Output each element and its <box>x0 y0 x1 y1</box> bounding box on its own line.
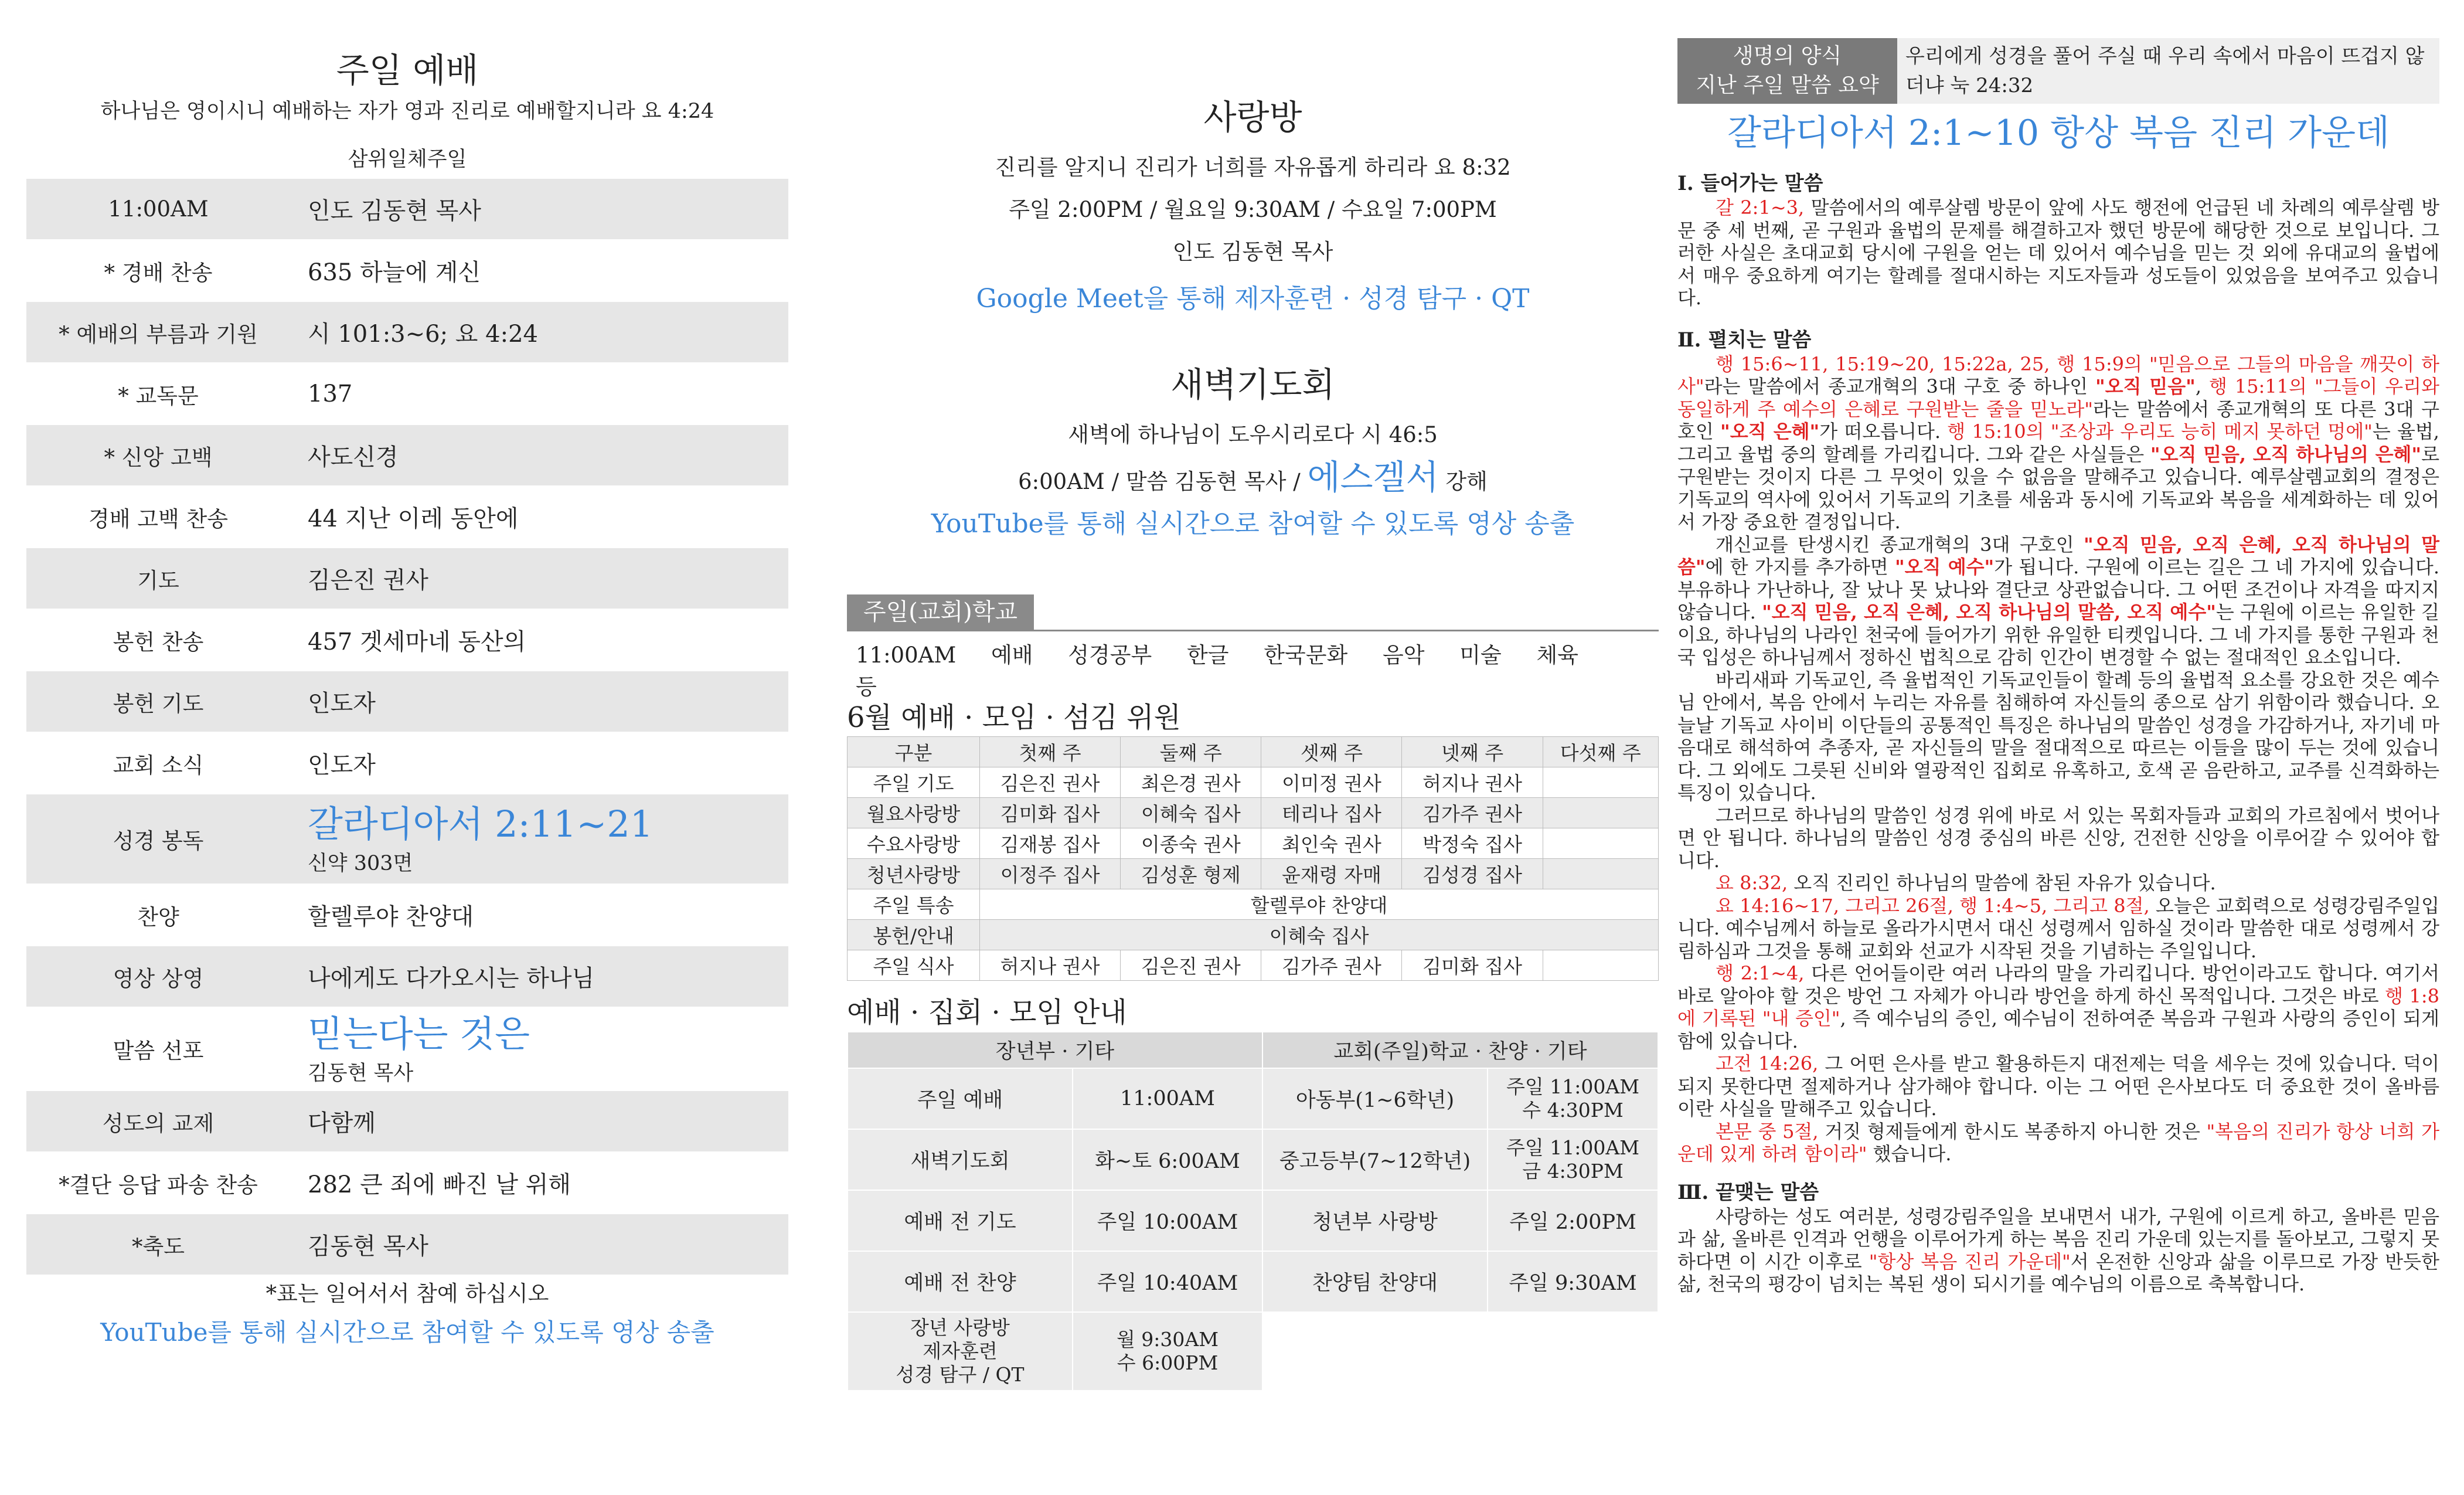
table-cell: 김재봉 집사 <box>980 828 1121 859</box>
paragraph <box>1677 1052 2439 1120</box>
paragraph: 그러므로 하나님의 말씀인 성경 위에 바로 서 있는 목회자들과 교회의 가르침에서 벗어나면 안 됩니다. 하나님의 말씀인 성경 중심의 바른 신앙, 건전한 신앙을 이루어갈 수 있어야 합니다. <box>1677 804 2439 872</box>
table-cell: 청년부 사랑방 <box>1262 1190 1488 1251</box>
table-cell: 월요사랑방 <box>848 798 980 828</box>
paragraph <box>1677 1120 2439 1166</box>
ref: 행 15:11의 "그들이 우리와 동일하게 주 예수의 은혜로 구원받는 줄을 믿노라" <box>1677 375 2440 420</box>
order-row <box>26 1091 788 1151</box>
sermon-header-verse: 우리에게 성경을 풀어 주실 때 우리 속에서 마음이 뜨겁지 않더냐 눅 24:32 <box>1897 38 2439 104</box>
order-label: 11:00AM <box>108 196 209 222</box>
column-header: 셋째 주 <box>1261 737 1402 767</box>
schedule-table <box>847 1031 1659 1391</box>
sermon-title: 믿는다는 것은 <box>308 1012 530 1055</box>
scripture-reading: 갈라디아서 2:11~21 <box>308 803 654 845</box>
sermon-summary-panel <box>1677 38 2439 1296</box>
school-section <box>847 594 1659 699</box>
table-cell: 찬양팀 찬양대 <box>1262 1251 1488 1312</box>
table-cell: 최인숙 권사 <box>1261 828 1402 859</box>
order-value: 44 지난 이레 동안에 <box>308 505 519 532</box>
text: 사랑하는 성도 여러분, 성령강림주일을 보내면서 내가, 구원에 이르게 하고, 올바른 믿음과 삶, 올바른 인격과 언행을 이루어가게 하는 복음 진리 가운데 있는지를 돌아보고, 그렇지 못하다면 이 시간 이후로 <box>1677 1205 2439 1273</box>
order-row <box>26 240 788 301</box>
table-cell: 예배 전 찬양 <box>848 1251 1073 1312</box>
ref: 행 1:8에 기록된 "내 증인" <box>1677 984 2439 1029</box>
table-cell: 김가주 권사 <box>1402 798 1543 828</box>
table-row <box>848 889 1659 920</box>
column-header: 교회(주일)학교 · 찬양 · 기타 <box>1262 1032 1658 1068</box>
text: 가 됩니다. 구원에 이르는 길은 그 네 가지에 있습니다. 부유하나 가난하나, 잘 났나 못 났나와 결단코 상관없습니다. 그 어떤 조건이나 자격을 따지지 않습니다. <box>1677 556 2439 623</box>
table-cell: 이혜숙 집사 <box>980 920 1659 950</box>
order-value <box>290 1011 530 1086</box>
empty-cell <box>1262 1312 1488 1391</box>
text: 말씀에서의 예루살렘 방문이 앞에 사도 행전에 언급된 네 차례의 예루살렘 방문 중 세 번째, 곧 구원과 율법의 문제를 해결하고자 했던 방문에 해당한 것으로 보입니다. 그러한 사실은 초대교회 당시에 구원을 얻는 데 있어서 예수님을 믿는 것 외에 유대교의 율법에서 매우 중요하게 여기는 할례를 절대시하는 지도자들과 성도들이 있었음을 보여주고 있습니다. <box>1677 196 2439 309</box>
sermon-tag-line2: 지난 주일 말씀 요약 <box>1696 73 1879 97</box>
ref: "복음의 진리가 항상 너희 가운데 있게 하려 함이라" <box>1677 1120 2439 1165</box>
text: 오늘은 교회력으로 성령강림주일입니다. 예수님께서 하늘로 올라가시면서 대신 성령께서 임하실 것이라 말씀한 대로 성령께서 강림하심과 그것을 통해 교회와 선교가 시작된 것을 기념하는 주일입니다. <box>1677 894 2439 962</box>
order-row <box>26 733 788 793</box>
text: 했습니다. <box>1867 1143 1952 1165</box>
table-row <box>848 920 1659 950</box>
table-cell: 주일 10:00AM <box>1073 1190 1262 1251</box>
table-cell: 테리나 집사 <box>1261 798 1402 828</box>
emphasis: "오직 믿음, 오직 은혜, 오직 하나님의 말씀, 오직 예수" <box>1762 601 2216 623</box>
order-value: 사도신경 <box>308 444 399 471</box>
preacher: 김동현 목사 <box>308 1062 414 1085</box>
order-label: *결단 응답 파송 찬송 <box>59 1172 258 1198</box>
order-value: 김은진 권사 <box>308 567 428 594</box>
table-cell: 주일 11:00AM 수 4:30PM <box>1488 1068 1658 1129</box>
table-cell: 주일 11:00AM 금 4:30PM <box>1488 1129 1658 1190</box>
table-cell: 박정숙 집사 <box>1402 828 1543 859</box>
emphasis: "오직 믿음, 오직 은혜, 오직 하나님의 말씀" <box>1677 533 2439 578</box>
dawn-time <box>847 456 1659 498</box>
table-cell: 할렐루야 찬양대 <box>980 889 1659 920</box>
worship-order-panel <box>26 47 788 1353</box>
table-cell: 이미정 권사 <box>1261 767 1402 798</box>
table-cell <box>1543 798 1658 828</box>
table-cell: 허지나 권사 <box>980 950 1121 981</box>
table-cell: 월 9:30AM 수 6:00PM <box>1073 1312 1262 1391</box>
table-header-row <box>848 737 1659 767</box>
table-cell: 김은진 권사 <box>1121 950 1261 981</box>
middle-panel <box>847 88 1659 1391</box>
duty-table <box>847 736 1659 981</box>
order-row <box>26 671 788 732</box>
order-value: 137 <box>308 380 353 407</box>
order-row <box>26 179 788 239</box>
text: 에 한 가지를 추가하면 <box>1705 556 1895 578</box>
table-cell: 수요사랑방 <box>848 828 980 859</box>
table-cell: 새벽기도회 <box>848 1129 1073 1190</box>
order-value: 635 하늘에 계신 <box>308 259 481 286</box>
school-items <box>847 631 1659 699</box>
table-row <box>848 1251 1658 1312</box>
worship-verse: 하나님은 영이시니 예배하는 자가 영과 진리로 예배할지니라 요 4:24 <box>100 100 714 123</box>
order-row <box>26 1214 788 1275</box>
table-cell: 주일 식사 <box>848 950 980 981</box>
table-cell: 이혜숙 집사 <box>1121 798 1261 828</box>
paragraph <box>1677 1205 2439 1296</box>
order-row <box>26 1008 788 1090</box>
table-row <box>848 767 1659 798</box>
order-row <box>26 425 788 485</box>
table-row <box>848 828 1659 859</box>
paragraph <box>1677 895 2439 963</box>
text: 개신교를 탄생시킨 종교개혁의 3대 구호인 <box>1716 533 2084 556</box>
dawn-title: 새벽기도회 <box>1170 365 1335 405</box>
table-row <box>848 859 1659 889</box>
school-item: 11:00AM <box>856 643 957 668</box>
table-cell: 김성경 집사 <box>1402 859 1543 889</box>
order-label: * 예배의 부름과 기원 <box>59 321 258 347</box>
table-row <box>848 798 1659 828</box>
ref: 행 15:6~11, 15:19~20, 15:22a, 25, 행 15:9의 "믿음으로 그들의 마음을 깨끗이 하사" <box>1677 352 2439 397</box>
order-label: 교회 소식 <box>113 752 204 778</box>
school-item: 등 <box>856 674 877 699</box>
table-cell: 아동부(1~6학년) <box>1262 1068 1488 1129</box>
dawn-verse: 새벽에 하나님이 도우시리로다 시 46:5 <box>1068 422 1438 447</box>
scripture-page: 신약 303면 <box>308 852 413 875</box>
order-row <box>26 487 788 547</box>
order-label: 봉헌 찬송 <box>113 629 204 655</box>
table-cell: 김성훈 형제 <box>1121 859 1261 889</box>
order-label: * 경배 찬송 <box>104 260 213 286</box>
standing-note: *표는 일어서서 참예 하십시오 <box>266 1281 549 1306</box>
paragraph <box>1677 534 2439 669</box>
text: , <box>2195 375 2209 397</box>
column-header: 장년부 · 기타 <box>848 1032 1262 1068</box>
sarangbang-times: 주일 2:00PM / 월요일 9:30AM / 수요일 7:00PM <box>1009 197 1497 222</box>
order-value: 282 큰 죄에 빠진 날 위해 <box>308 1171 571 1198</box>
youtube-link[interactable]: YouTube를 통해 실시간으로 참여할 수 있도록 영상 송출 <box>100 1318 714 1347</box>
text: 가 떠오릅니다. <box>1819 420 1948 443</box>
order-label: 성도의 교제 <box>102 1110 215 1136</box>
section-heading: Ⅱ. 펼치는 말씀 <box>1677 328 1812 352</box>
sarangbang-verse: 진리를 알지니 진리가 너희를 자유롭게 하리라 요 8:32 <box>995 155 1511 180</box>
sarangbang-leader: 인도 김동현 목사 <box>1172 239 1333 264</box>
guide-heading: 예배 · 집회 · 모임 안내 <box>847 996 1127 1029</box>
text: 는 율법, 그리고 율법 중의 할례를 가리킵니다. 그와 같은 사실들은 <box>1677 420 2439 466</box>
table-cell <box>1543 767 1658 798</box>
table-cell: 중고등부(7~12학년) <box>1262 1129 1488 1190</box>
order-value: 김동현 목사 <box>308 1233 428 1260</box>
order-value: 시 101:3~6; 요 4:24 <box>308 321 538 348</box>
table-cell: 이종숙 권사 <box>1121 828 1261 859</box>
text: 는 구원에 이르는 유일한 길이요, 하나님의 나라인 천국에 들어가기 위한 유일한 티켓입니다. 그 네 가지를 통한 구원과 천국 입성은 하나님께서 정하신 법칙으로 감히 인간이 변경할 수 없는 절대적인 요소입니다. <box>1677 601 2439 668</box>
ref: 요 8:32, <box>1716 872 1788 894</box>
table-cell <box>1543 859 1658 889</box>
column-header: 첫째 주 <box>980 737 1121 767</box>
order-row <box>26 610 788 670</box>
table-cell: 봉헌/안내 <box>848 920 980 950</box>
table-cell: 장년 사랑방 제자훈련 성경 탐구 / QT <box>848 1312 1073 1391</box>
table-row <box>848 1068 1658 1129</box>
sarangbang-title: 사랑방 <box>1203 97 1302 137</box>
paragraph <box>1677 872 2439 895</box>
school-item: 음악 <box>1382 643 1425 668</box>
table-cell: 김은진 권사 <box>980 767 1121 798</box>
text: 다른 언어들이란 여러 나라의 말을 가리킵니다. 방언이라고도 합니다. 여기서 바로 알아야 할 것은 방언 그 자체가 아니라 방언을 하게 하신 목적입니다. 그것은 바로 <box>1677 962 2439 1007</box>
order-label: * 교독문 <box>118 383 199 409</box>
order-value: 인도자 <box>308 752 376 779</box>
text: , 즉 예수님의 증인, 예수님이 전하여준 복음과 구원과 사랑의 증인이 되게 함에 있습니다. <box>1677 1007 2439 1052</box>
section-heading: Ⅲ. 끝맺는 말씀 <box>1677 1180 1819 1204</box>
school-tab: 주일(교회)학교 <box>847 594 1034 630</box>
order-label: *축도 <box>132 1234 185 1259</box>
worship-title: 주일 예배 <box>336 50 479 90</box>
school-item: 미술 <box>1459 643 1502 668</box>
table-cell <box>1543 950 1658 981</box>
table-cell: 화~토 6:00AM <box>1073 1129 1262 1190</box>
table-cell: 11:00AM <box>1073 1068 1262 1129</box>
table-cell: 주일 2:00PM <box>1488 1190 1658 1251</box>
order-value: 나에게도 다가오시는 하나님 <box>308 965 595 992</box>
order-label: 성경 봉독 <box>113 828 204 854</box>
school-item: 성경공부 <box>1068 643 1152 668</box>
school-item: 체육 <box>1536 643 1578 668</box>
ref: 본문 중 5절, <box>1716 1120 1819 1143</box>
google-meet-link[interactable]: Google Meet을 통해 제자훈련 · 성경 탐구 · QT <box>976 284 1530 314</box>
table-row <box>848 950 1659 981</box>
order-row <box>26 946 788 1007</box>
ref: "항상 복음 진리 가운데" <box>1869 1250 2071 1273</box>
sermon-tag-line1: 생명의 양식 <box>1733 44 1842 68</box>
table-row <box>848 1190 1658 1251</box>
order-label: * 신앙 고백 <box>104 444 213 470</box>
emphasis: "오직 예수" <box>1894 556 1995 578</box>
school-item: 예배 <box>991 643 1033 668</box>
ref: 행 15:10의 "조상과 우리도 능히 메지 못하던 멍에" <box>1947 420 2373 443</box>
paragraph <box>1677 353 2439 534</box>
order-row <box>26 363 788 424</box>
order-value: 다함께 <box>308 1110 376 1137</box>
column-header: 다섯째 주 <box>1543 737 1658 767</box>
paragraph: 바리새파 기독교인, 즉 율법적인 기독교인들이 할례 등의 율법적 요소를 강요한 것은 예수님 안에서, 복음 안에서 누리는 자유를 침해하여 자신들의 종으로 삼기 위함이라 했습니다. 오늘날 기독교 사이비 이단들의 공통적인 특징은 하나님의 말씀인 성경을 가감하거나, 자기네 마음대로 해석하여 추종자, 곧 자신들의 말을 절대적으로 따르는 이들을 많이 두는 것에 있습니다. 그 외에도 그릇된 신비와 열광적인 집회로 유혹하고, 호색 곧 음란하고, 교주를 신격화하는 특징이 있습니다. <box>1677 668 2439 804</box>
order-row <box>26 885 788 945</box>
order-label: 경배 고백 찬송 <box>89 506 228 532</box>
table-cell: 최은경 권사 <box>1121 767 1261 798</box>
ref: 갈 2:1~3, <box>1716 196 1805 219</box>
sermon-header <box>1677 38 2439 104</box>
table-header-row <box>848 1032 1658 1068</box>
ref: 요 14:16~17, 그리고 26절, 행 1:4~5, 그리고 8절, <box>1716 894 2150 917</box>
table-cell: 김미화 집사 <box>980 798 1121 828</box>
table-cell: 윤재령 자매 <box>1261 859 1402 889</box>
dawn-time-prefix: 6:00AM / 말씀 김동현 목사 / <box>1018 469 1301 494</box>
order-row <box>26 794 788 884</box>
order-label: 봉헌 기도 <box>113 691 204 716</box>
order-label: 기도 <box>137 568 179 593</box>
text: 로 구원받는 것이지 다른 그 무엇이 있을 수 없음을 말해주고 있습니다. 예루살렘교회의 결정은 기독교의 역사에 있어서 기독교의 기초를 세움과 동시에 기독교와 복음을 세계화하는 데 있어서 가장 중요한 결정입니다. <box>1677 443 2439 533</box>
table-cell: 이정주 집사 <box>980 859 1121 889</box>
table-cell: 주일 특송 <box>848 889 980 920</box>
table-cell: 주일 9:30AM <box>1488 1251 1658 1312</box>
column-header: 구분 <box>848 737 980 767</box>
paragraph <box>1677 196 2439 310</box>
order-label: 영상 상영 <box>113 966 204 991</box>
emphasis: "오직 믿음, 오직 하나님의 은혜" <box>2150 443 2422 466</box>
text: 라는 말씀에서 종교개혁의 3대 구호 중 하나인 <box>1704 375 2095 397</box>
order-row <box>26 302 788 362</box>
order-label: 찬양 <box>137 904 179 930</box>
dawn-book: 에스겔서 <box>1307 457 1439 497</box>
duty-heading: 6월 예배 · 모임 · 섬김 위원 <box>847 701 1181 734</box>
sunday-name: 삼위일체주일 <box>348 148 467 171</box>
column-header: 둘째 주 <box>1121 737 1261 767</box>
text: 오직 진리인 하나님의 말씀에 참된 자유가 있습니다. <box>1788 872 2216 894</box>
table-row <box>848 1129 1658 1190</box>
dawn-time-suffix: 강해 <box>1445 469 1488 494</box>
table-row <box>848 1312 1658 1391</box>
text: 그 어떤 은사를 받고 활용하든지 대전제는 덕을 세우는 것에 있습니다. 덕이 되지 못한다면 절제하거나 삼가해야 합니다. 이는 그 어떤 은사보다도 더 중요한 것이 올바름이란 사실을 말해주고 있습니다. <box>1677 1052 2439 1120</box>
dawn-youtube-link[interactable]: YouTube를 통해 실시간으로 참여할 수 있도록 영상 송출 <box>931 509 1575 539</box>
empty-cell <box>1488 1312 1658 1391</box>
text: 거짓 형제들에게 한시도 복종하지 아니한 것은 <box>1818 1120 2207 1143</box>
table-cell: 예배 전 기도 <box>848 1190 1073 1251</box>
table-cell: 김가주 권사 <box>1261 950 1402 981</box>
order-value: 457 겟세마네 동산의 <box>308 628 526 655</box>
emphasis: "오직 은혜" <box>1720 420 1820 443</box>
table-cell: 청년사랑방 <box>848 859 980 889</box>
order-value: 인도 김동현 목사 <box>308 198 481 225</box>
text: 라는 말씀에서 종교개혁의 또 다른 3대 구호인 <box>1677 397 2439 443</box>
table-cell: 김미화 집사 <box>1402 950 1543 981</box>
order-label: 말씀 선포 <box>113 1038 204 1064</box>
order-value: 인도자 <box>308 690 376 717</box>
emphasis: "오직 믿음" <box>2095 375 2196 397</box>
order-value: 할렐루야 찬양대 <box>308 903 474 930</box>
text: 서 온전한 신앙과 삶을 이루므로 가장 반듯한 삶, 천국의 평강이 넘치는 복된 생이 되시기를 예수님의 이름으로 축복합니다. <box>1677 1250 2439 1295</box>
table-cell <box>1543 828 1658 859</box>
ref: 행 2:1~4, <box>1716 962 1805 984</box>
column-header: 넷째 주 <box>1402 737 1543 767</box>
order-row <box>26 548 788 609</box>
table-cell: 주일 예배 <box>848 1068 1073 1129</box>
sermon-summary-title: 갈라디아서 2:1~10 항상 복음 진리 가운데 <box>1727 113 2390 154</box>
order-value <box>290 801 653 876</box>
sermon-tag <box>1677 38 1897 104</box>
section-heading: Ⅰ. 들어가는 말씀 <box>1677 172 1823 195</box>
table-cell: 허지나 권사 <box>1402 767 1543 798</box>
paragraph <box>1677 962 2439 1052</box>
ref: 고전 14:26, <box>1716 1052 1819 1075</box>
school-item: 한글 <box>1186 643 1229 668</box>
table-cell: 주일 기도 <box>848 767 980 798</box>
table-cell: 주일 10:40AM <box>1073 1251 1262 1312</box>
order-row <box>26 1153 788 1213</box>
school-item: 한국문화 <box>1264 643 1348 668</box>
